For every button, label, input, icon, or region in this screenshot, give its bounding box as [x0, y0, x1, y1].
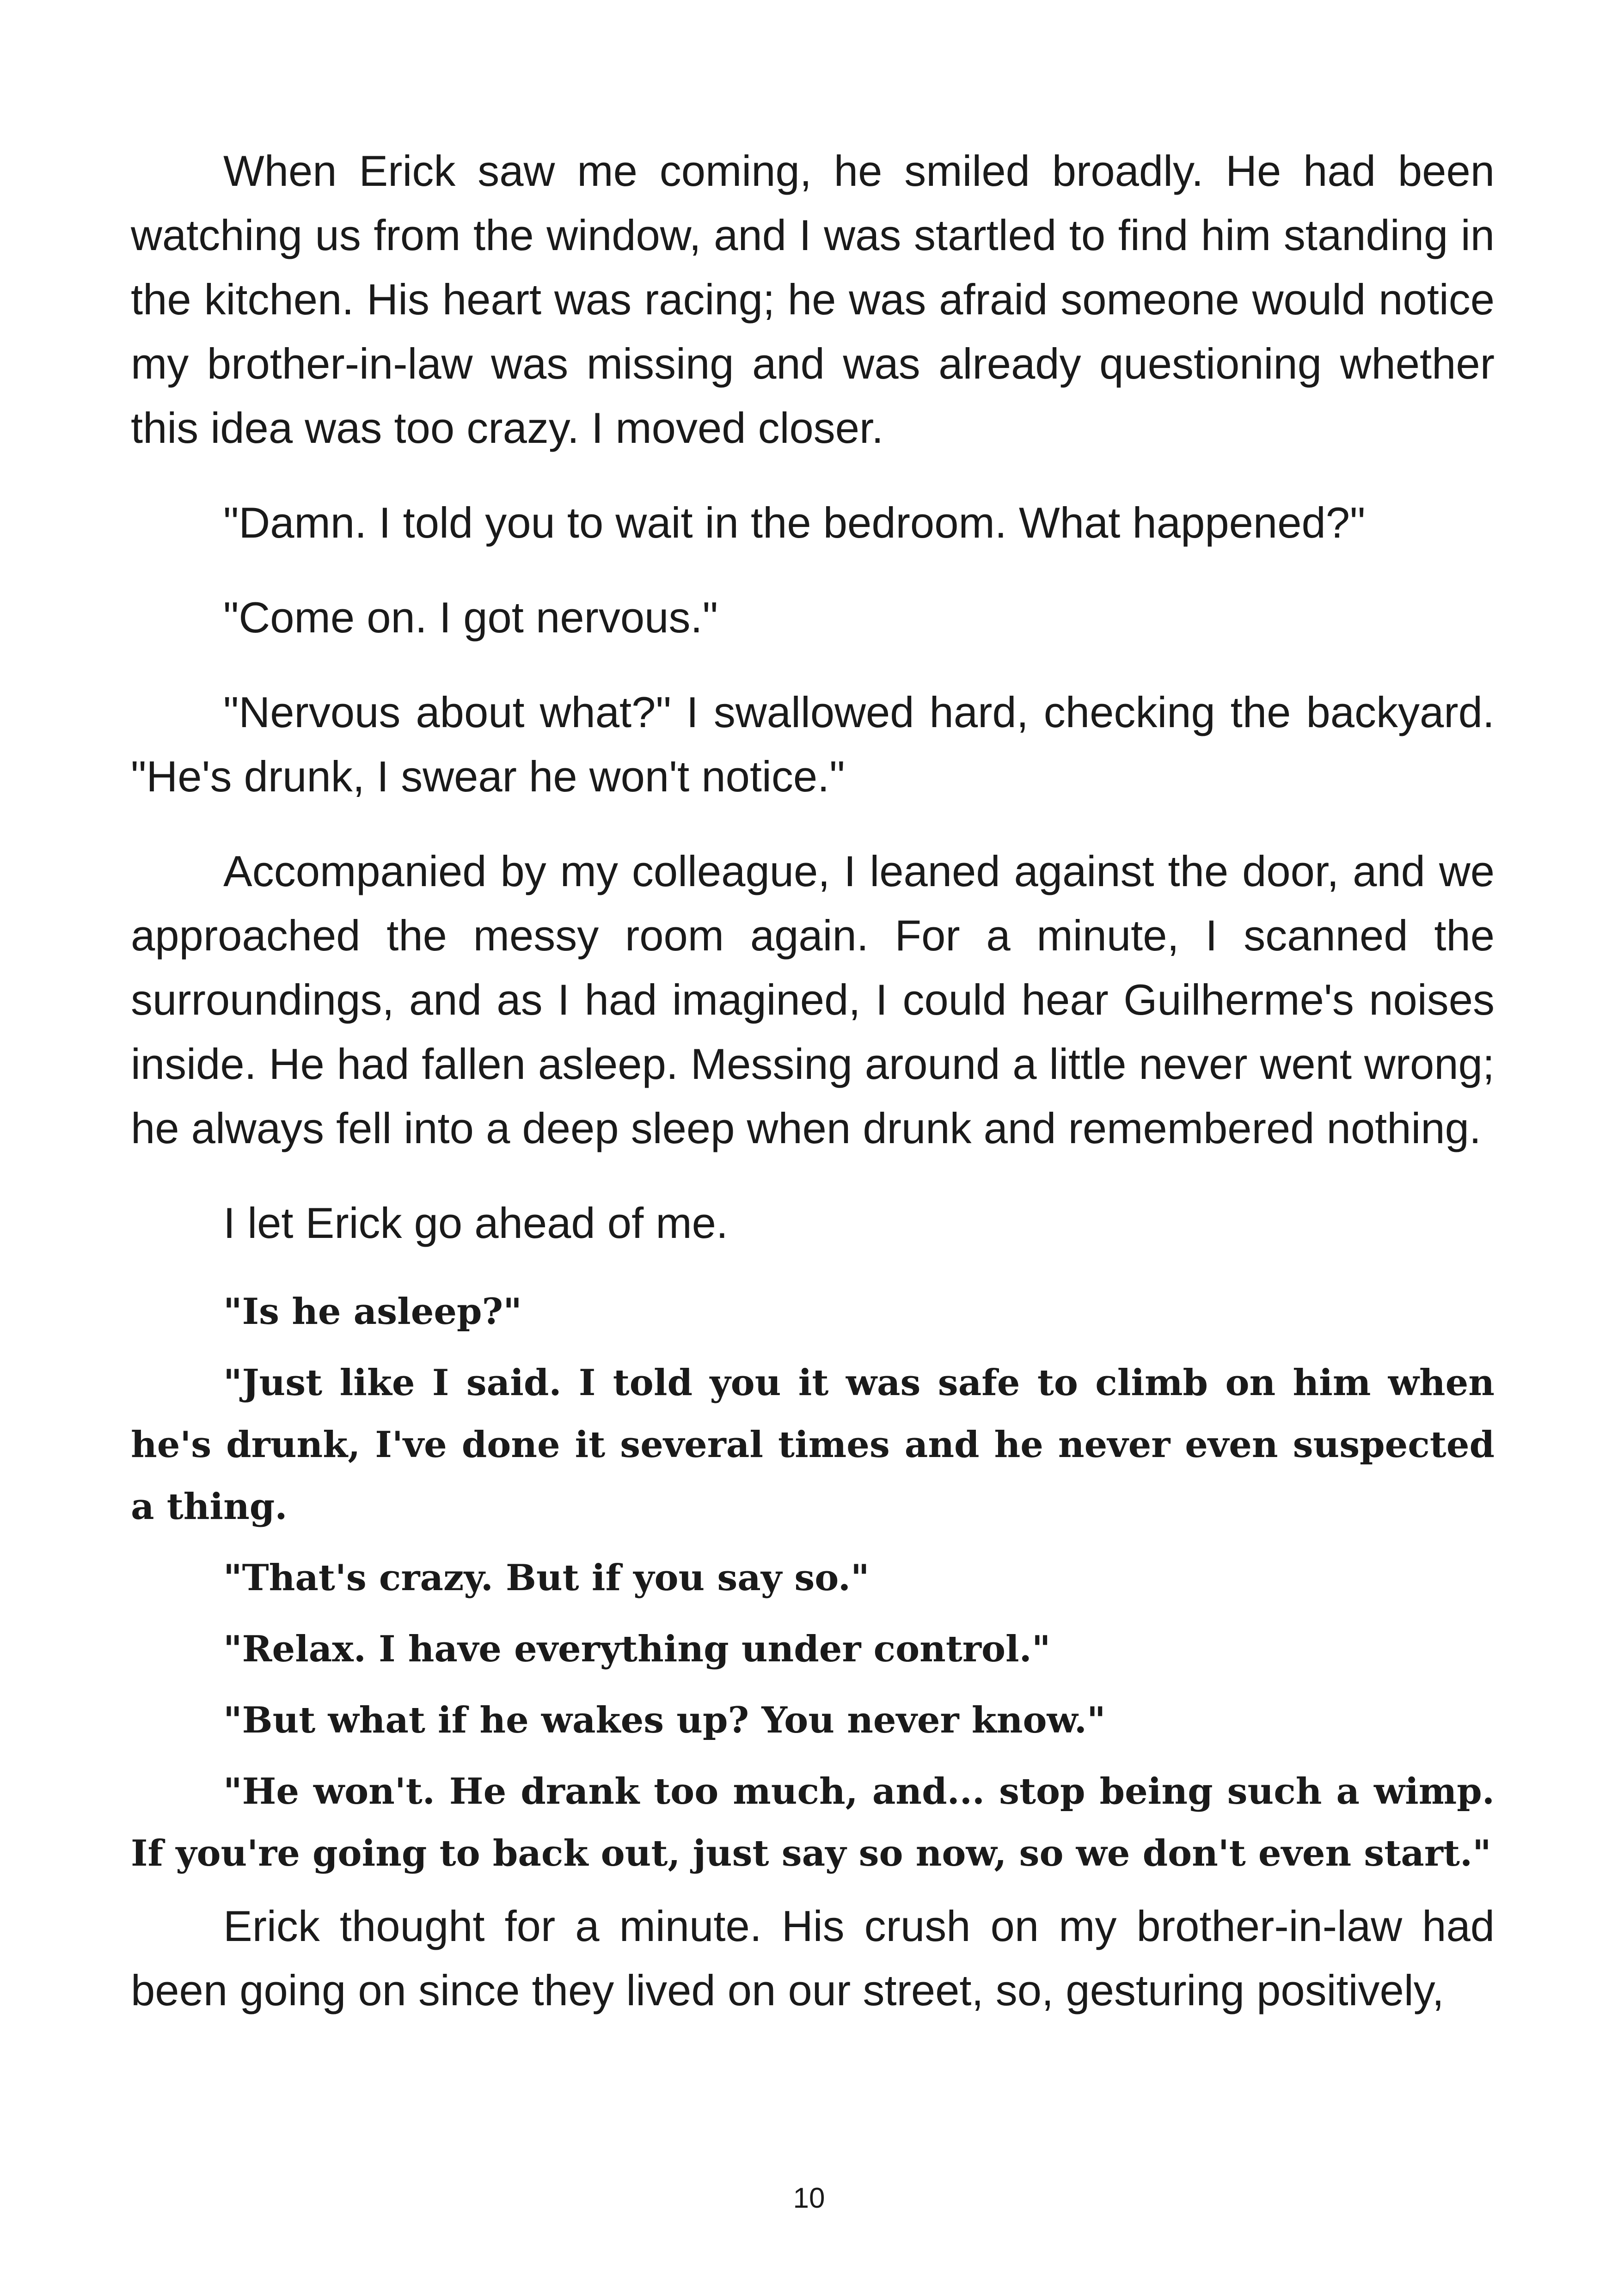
- page-body: [131, 139, 1495, 2022]
- bold-dialogue-4: "Relax. I have everything under control.": [223, 1628, 1051, 1670]
- dialogue-line-2: "Come on. I got nervous.": [223, 593, 718, 642]
- bold-dialogue-5: "But what if he wakes up? You never know.": [223, 1699, 1106, 1741]
- paragraph-1: When Erick saw me coming, he smiled broadly. He had been watching us from the window, and I was startled to find him standing in the kitchen. His heart was racing; he was afraid someone would notice my brother-in-law was missing and was already questioning whether this idea was too crazy. I moved closer.: [131, 147, 1495, 452]
- paragraph-3: I let Erick go ahead of me.: [223, 1199, 729, 1247]
- paragraph-4: Erick thought for a minute. His crush on my brother-in-law had been going on since they lived on our street, so, gesturing positively,: [131, 1902, 1495, 2014]
- bold-dialogue-2: "Just like I said. I told you it was safe to climb on him when he's drunk, I've done it several times and he never even suspected a thing.: [131, 1362, 1495, 1528]
- dialogue-line-1: "Damn. I told you to wait in the bedroom. What happened?": [223, 498, 1366, 547]
- dialogue-line-3: "Nervous about what?" I swallowed hard, checking the backyard. "He's drunk, I swear he won't notice.": [131, 688, 1495, 801]
- bold-dialogue-6: "He won't. He drank too much, and... stop being such a wimp. If you're going to back out, just say so now, so we don't even start.": [131, 1770, 1495, 1874]
- paragraph-2: Accompanied by my colleague, I leaned against the door, and we approached the messy room again. For a minute, I scanned the surroundings, and as I had imagined, I could hear Guilherme's noises inside. He had fallen asleep. Messing around a little never went wrong; he always fell into a deep sleep when drunk and remembered nothing.: [131, 847, 1495, 1152]
- bold-dialogue-3: "That's crazy. But if you say so.": [223, 1557, 870, 1599]
- bold-dialogue-1: "Is he asleep?": [223, 1291, 522, 1333]
- page-number: 10: [793, 2182, 825, 2214]
